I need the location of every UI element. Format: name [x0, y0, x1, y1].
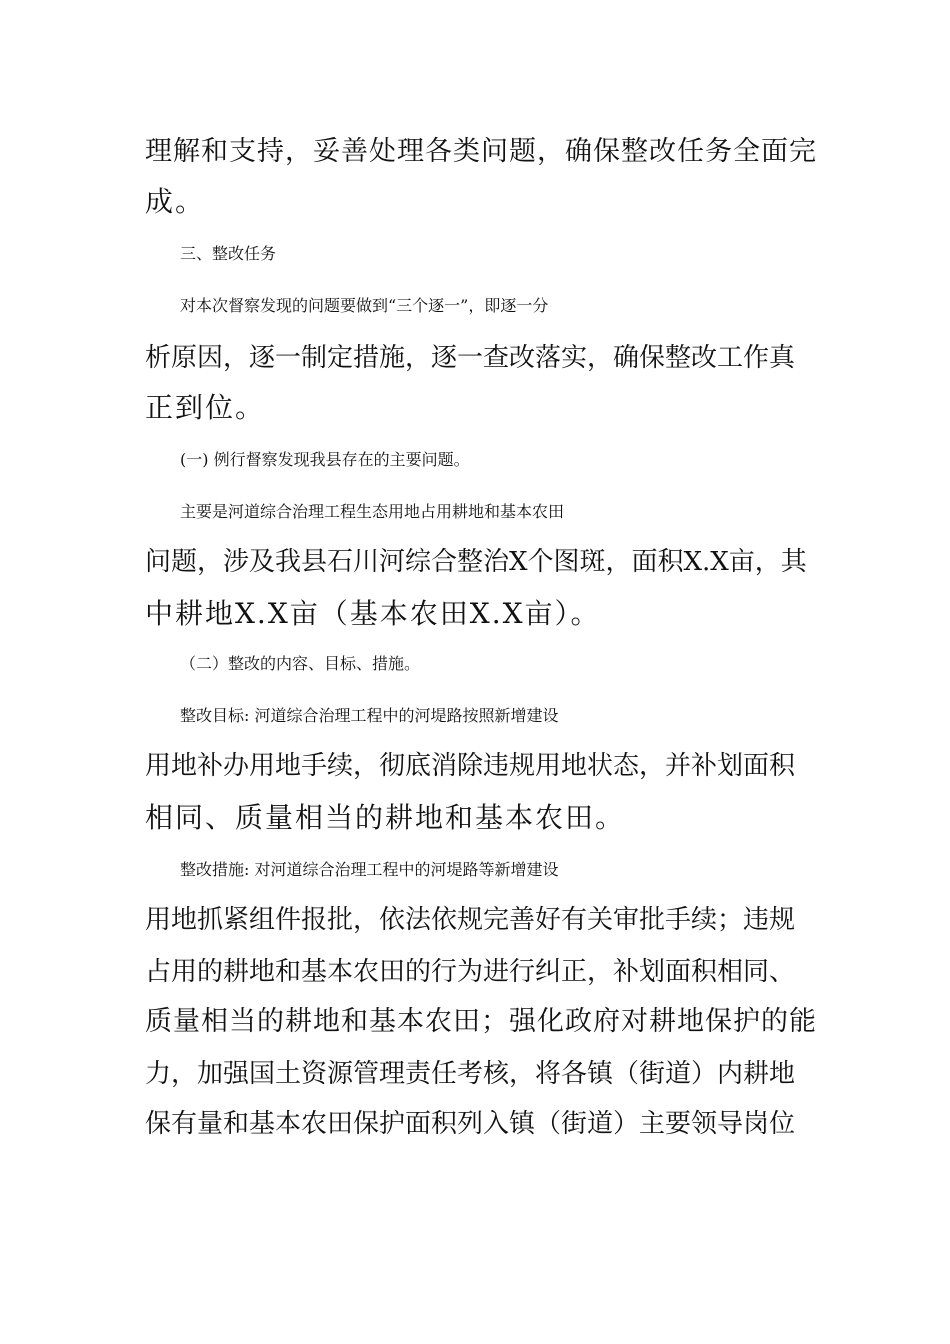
text-line: 析原因，逐一制定措施，逐一查改落实，确保整改工作真: [145, 343, 796, 373]
text-line: 占用的耕地和基本农田的行为进行纠正，补划面积相同、: [145, 957, 796, 987]
text-line: 整改目标: 河道综合治理工程中的河堤路按照新增建设: [180, 706, 559, 725]
text-line: 对本次督察发现的问题要做到“三个逐一”，即逐一分: [180, 296, 549, 315]
subsection-heading: （二）整改的内容、目标、措施。: [180, 654, 421, 673]
text-line: 用地补办用地手续，彻底消除违规用地状态，并补划面积: [145, 751, 796, 781]
text-line: 质量相当的耕地和基本农田；强化政府对耕地保护的能: [145, 1006, 817, 1037]
section-heading: 三、整改任务: [180, 244, 277, 263]
text-line: 用地抓紧组件报批，依法依规完善好有关审批手续；违规: [145, 905, 796, 935]
text-line: 相同、质量相当的耕地和基本农田。: [145, 801, 626, 834]
text-line: 正到位。: [145, 391, 266, 424]
text-line: 主要是河道综合治理工程生态用地占用耕地和基本农田: [180, 502, 565, 521]
text-line: 问题，涉及我县石川河综合整治X个图斑，面积X.X亩，其: [145, 547, 807, 577]
subsection-heading: (一) 例行督察发现我县存在的主要问题。: [180, 450, 470, 469]
text-line: 中耕地X.X亩（基本农田X.X亩）。: [145, 597, 601, 630]
text-line: 成。: [145, 185, 206, 218]
text-line: 保有量和基本农田保护面积列入镇（街道）主要领导岗位: [145, 1109, 796, 1139]
text-line: 理解和支持，妥善处理各类问题，确保整改任务全面完: [145, 136, 817, 167]
text-line: 整改措施: 对河道综合治理工程中的河堤路等新增建设: [180, 860, 559, 879]
text-line: 力，加强国土资源管理责任考核，将各镇（街道）内耕地: [145, 1059, 796, 1089]
